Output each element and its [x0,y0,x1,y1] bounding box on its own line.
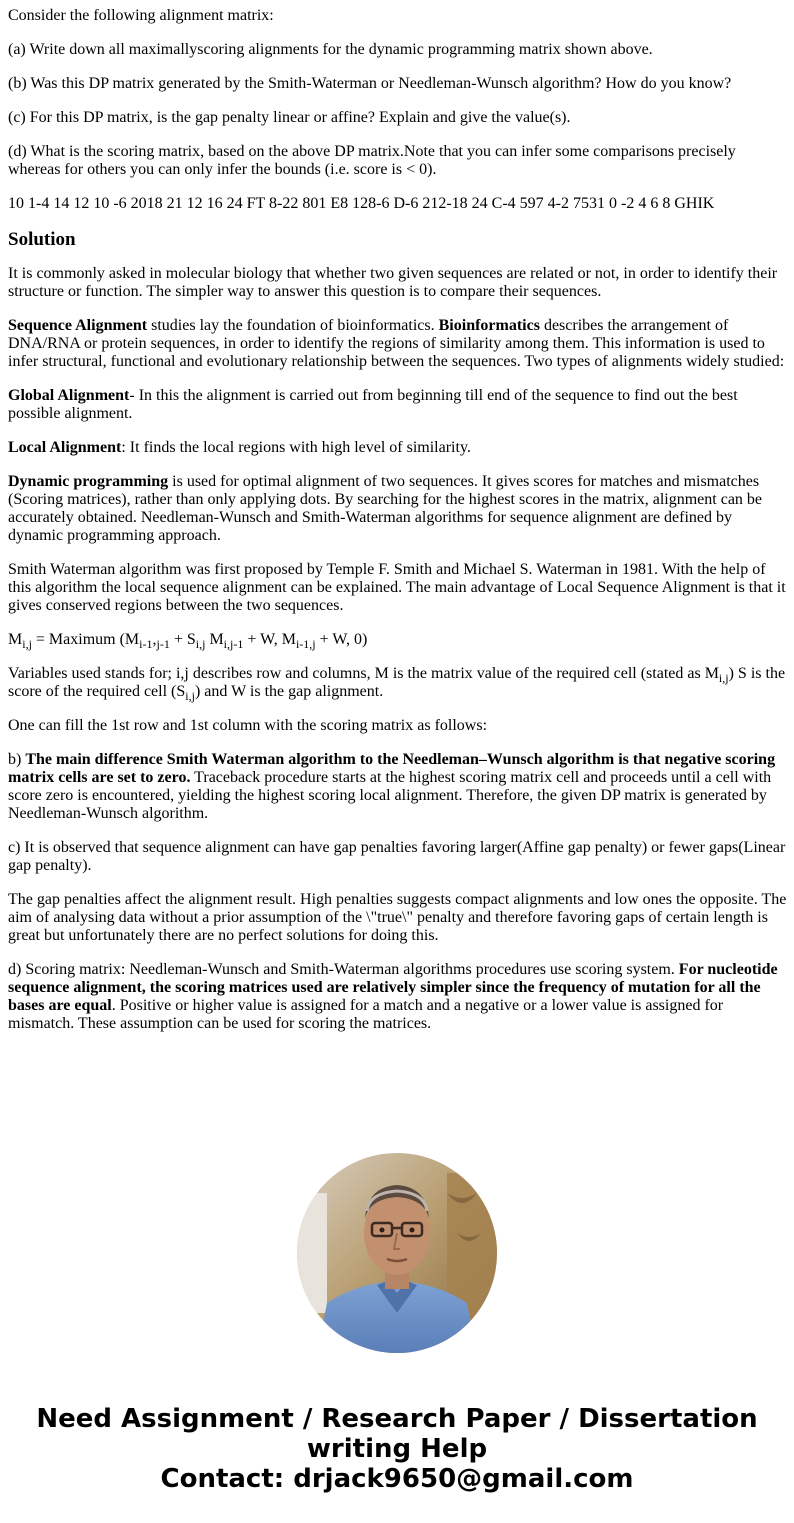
bold-statement: The main difference Smith Waterman algorithm to the Needleman–Wunsch algorithm is that negative scoring matrix cells are set to zero. [8,751,776,786]
solution-heading: Solution [8,229,76,250]
footer-banner [0,1404,794,1494]
footer-contact-text: Contact: drjack9650@gmail.com [160,1464,634,1494]
question-part-b: (b) Was this DP matrix generated by the Smith-Waterman or Needleman-Wunsch algorithm? How do you know? [8,75,732,92]
answer-d-paragraph: d) Scoring matrix: Needleman-Wunsch and Smith-Waterman algorithms procedures use scoring system. For nucleotide sequence alignment, the scoring matrices used are relatively simpler since the frequency of mutation for all the bases are equal. Positive or higher value is assigned for a match and a negative or a lower value is assigned for mismatch. These assumption can be used for scoring the matrices. [8,961,778,1032]
variables-paragraph: Variables used stands for; i,j describes row and columns, M is the matrix value of the required cell (stated as $M_{i,j}$) S is the score of the required cell $(S_{i,j})$ and W is the gap alignment. [8,665,786,703]
sequence-alignment-paragraph: Sequence Alignment studies lay the foundation of bioinformatics. Bioinformatics describes the arrangement of DNA/RNA or protein sequences, in order to identify the regions of similarity among them. This information is used to infer structural, functional and evolutionary relationship between the sequences. Two types of alignments widely studied: [8,317,785,370]
bold-term: Local Alignment [8,439,122,456]
bold-term: Sequence Alignment [8,317,148,334]
answer-c-paragraph: c) It is observed that sequence alignment can have gap penalties favoring larger(Affine gap penalty) or fewer gaps(Linear gap penalty). [8,839,786,874]
matrix-text: 10 1-4 14 12 10 -6 2018 21 12 16 24 FT 8-22 801 E8 128-6 D-6 212-18 24 C-4 597 4-2 7531 0 -2 4 6 8 GHIK [8,195,715,212]
author-portrait-image [297,1153,497,1353]
author-avatar [297,1153,497,1353]
document-content [8,0,788,1049]
answer-b-paragraph: b) The main difference Smith Waterman algorithm to the Needleman–Wunsch algorithm is that negative scoring matrix cells are set to zero. Traceback procedure starts at the highest scoring matrix cell and proceeds until a cell with score zero is encountered, yielding the highest scoring local alignment. Therefore, the given DP matrix is generated by Needleman-Wunsch algorithm. [8,751,776,822]
question-part-d: (d) What is the scoring matrix, based on the above DP matrix.Note that you can infer some comparisons precisely whereas for others you can only infer the bounds (i.e. score is < 0). [8,143,736,178]
bold-term: Dynamic programming [8,473,169,490]
bold-term: Global Alignment [8,387,130,404]
dynamic-programming-paragraph: Dynamic programming is used for optimal alignment of two sequences. It gives scores for matches and mismatches (Scoring matrices), rather than only applying dots. By searching for the highest scores in the matrix, alignment can be accurately obtained. Needleman-Wunsch and Smith-Waterman algorithms for sequence alignment are defined by dynamic programming approach. [8,473,763,544]
local-alignment-paragraph: Local Alignment: It finds the local regions with high level of similarity. [8,439,471,456]
gap-penalty-paragraph: The gap penalties affect the alignment result. High penalties suggests compact alignments and low ones the opposite. The aim of analysing data without a prior assumption of the \"true\" penalty and therefore favoring gaps of certain length is great but unfortunately there are no perfect solutions for doing this. [8,891,787,944]
footer-help-text: Need Assignment / Research Paper / Dissertation writing Help [36,1404,758,1464]
solution-paragraph-intro: It is commonly asked in molecular biology that whether two given sequences are related or not, in order to identify their structure or function. The simpler way to answer this question is to compare their sequences. [8,265,778,300]
question-part-a: (a) Write down all maximallyscoring alignments for the dynamic programming matrix shown above. [8,41,653,58]
fill-paragraph: One can fill the 1st row and 1st column with the scoring matrix as follows: [8,717,488,734]
bold-term: Bioinformatics [438,317,540,334]
smith-waterman-paragraph: Smith Waterman algorithm was first proposed by Temple F. Smith and Michael S. Waterman in 1981. With the help of this algorithm the local sequence alignment can be explained. The main advantage of Local Sequence Alignment is that it gives conserved regions between the two sequences. [8,561,786,614]
global-alignment-paragraph: Global Alignment- In this the alignment is carried out from beginning till end of the sequence to find out the best possible alignment. [8,387,738,422]
question-intro: Consider the following alignment matrix: [8,7,274,24]
question-part-c: (c) For this DP matrix, is the gap penalty linear or affine? Explain and give the value(s). [8,109,571,126]
bold-statement: For nucleotide sequence alignment, the scoring matrices used are relatively simpler since the frequency of mutation for all the bases are equal [8,961,778,1014]
recurrence-formula: $M_{i,j}$ = Maximum ($M_{i-1},_{j-1} + S_{i,j}$ $M_{i,j-1} + W$, $M_{i-1,j} + W$, 0) [8,631,368,651]
